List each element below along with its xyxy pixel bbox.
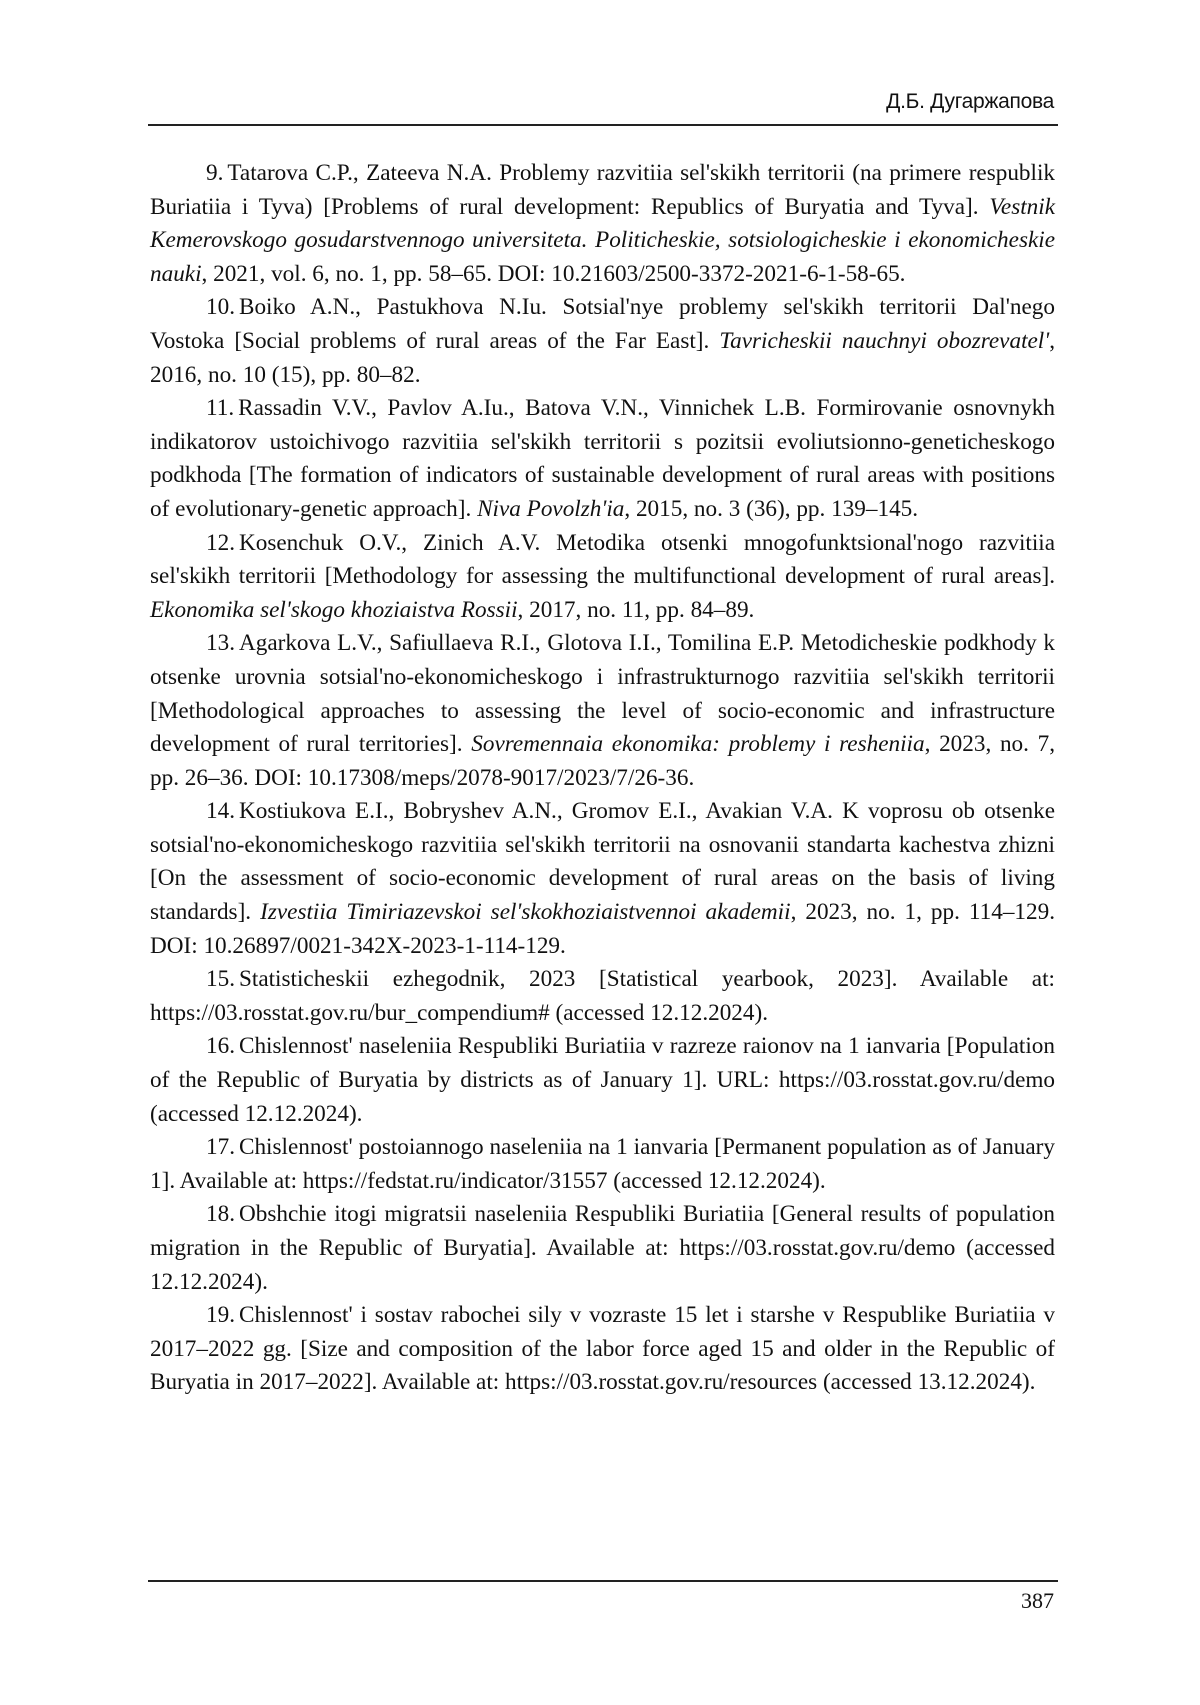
reference-item [150, 157, 1055, 291]
reference-text: Chislennost' postoiannogo naseleniia na 1 ianvaria [Permanent population as of January 1]. Available at: https://fedstat.ru/indicator/31557 (accessed 12.12.2024). [150, 1134, 1055, 1194]
reference-journal: Sovremennaia ekonomika: problemy i resheniia [471, 731, 924, 757]
reference-item [150, 291, 1055, 392]
reference-number: 11. [206, 395, 234, 421]
reference-item [150, 527, 1055, 628]
reference-number: 10. [206, 294, 235, 320]
reference-item [150, 1131, 1055, 1198]
reference-list [150, 157, 1055, 1400]
page-number: 387 [1021, 1588, 1054, 1614]
reference-item [150, 392, 1055, 526]
reference-details: , 2017, no. 11, pp. 84–89. [518, 597, 755, 623]
reference-number: 17. [206, 1134, 235, 1160]
running-header [148, 84, 1058, 126]
reference-details: , 2023, no. 7, pp. 26–36. DOI: 10.17308/meps/2078-9017/2023/7/26-36. [150, 731, 1055, 791]
reference-number: 14. [206, 798, 235, 824]
reference-text: Tatarova C.P., Zateeva N.A. Problemy razvitiia sel'skikh territorii (na primere respublik Buriatiia i Tyva) [Problems of rural development: Republics of Buryatia and Tyva]. [150, 160, 1055, 220]
reference-journal: Niva Pov­olzh'ia [477, 496, 624, 522]
reference-text: Chislennost' i sostav rabochei sily v vozraste 15 let i starshe v Respublike Buriatiia v 2017–2022 gg. [Size and composition of the labor force aged 15 and older in the Republic of Buryatia in 2017–2022]. Available at: https://03.rosstat.gov.ru/­resources (accessed 13.12.2024). [150, 1302, 1055, 1395]
reference-text: Statisticheskii ezhegodnik, 2023 [Statistical yearbook, 2023]. Available at: https://03.rosstat.gov.ru/bur_compendium# (accessed 12.12.2024). [150, 966, 1055, 1026]
reference-details: , 2015, no. 3 (36), pp. 139–145. [624, 496, 918, 522]
reference-journal: Izvestiia Timiriazevskoi sel'skokhoziaistven­noi akademii [260, 899, 790, 925]
reference-number: 13. [206, 630, 235, 656]
reference-number: 12. [206, 530, 235, 556]
reference-item [150, 1030, 1055, 1131]
reference-text: Kostiukova E.I., Bobryshev A.N., Gromov E.I., Avakian V.A. K voprosu ob otsenke sotsial'no-ekonomicheskogo razvitiia sel'skikh territorii na osnovanii standarta kachestva zhizni [On the assessment of socio-economic development of ru­ral areas on the basis of living standards]. [150, 798, 1055, 925]
reference-number: 16. [206, 1033, 235, 1059]
reference-number: 19. [206, 1302, 235, 1328]
reference-item [150, 627, 1055, 795]
reference-item [150, 1198, 1055, 1299]
reference-text: Rassadin V.V., Pavlov A.Iu., Batova V.N., Vinnichek L.B. Formirovanie osnovnykh indikatorov ustoichivogo razvitiia sel'skikh territorii s pozitsii evoli­utsionno-geneticheskogo podkhoda [The formation of indicators of sustainable devel­opment of rural areas with positions of evolutionary-genetic approach]. [150, 395, 1055, 522]
reference-item [150, 795, 1055, 963]
reference-text: Kosenchuk O.V., Zinich A.V. Metodika otsenki mnogofunktsional'nogo razvitiia sel'skikh territorii [Methodology for assessing the multifunctional develop­ment of rural areas]. [150, 530, 1055, 590]
reference-number: 15. [206, 966, 235, 992]
reference-text: Agarkova L.V., Safiullaeva R.I., Glotova I.I., Tomilina E.P. Metodicheskie podkhody k otsenke urovnia sotsial'no-ekonomicheskogo i infrastrukturnogo razvitiia sel'skikh territorii [Methodological approaches to assessing the level of socio-eco­nomic and infrastructure development of rural territories]. [150, 630, 1055, 757]
reference-text: Boiko A.N., Pastukhova N.Iu. Sotsial'nye problemy sel'skikh territorii Dal'nego Vostoka [Social problems of rural areas of the Far East]. [150, 294, 1055, 354]
reference-details: , 2021, vol. 6, no. 1, pp. 58–65. DOI: 10.21603/2500-3372-2021-6-1-58-65. [202, 261, 906, 287]
reference-journal: Vestnik Kemerovskogo gosudarstvennogo universiteta. Politicheskie, sotsiologicheskie i ekonomicheskie nauki [150, 194, 1055, 287]
footer-divider [148, 1580, 1058, 1582]
reference-details: , 2016, no. 10 (15), pp. 80–82. [150, 328, 1055, 388]
reference-journal: Ekonomika sel'skogo khoziaistva Rossii [150, 597, 518, 623]
reference-journal: Tavricheskii nauchnyi obozrevatel' [719, 328, 1049, 354]
reference-item [150, 1299, 1055, 1400]
reference-item [150, 963, 1055, 1030]
reference-number: 9. [206, 160, 223, 186]
reference-text: Chislennost' naseleniia Respubliki Buriatiia v razreze raionov na 1 ianvaria [Population of the Republic of Buryatia by districts as of January 1]. URL: https://03.rosstat.gov.ru/demo (accessed 12.12.2024). [150, 1033, 1055, 1126]
reference-text: Obshchie itogi migratsii naseleniia Respubliki Buriatiia [General results of population migration in the Republic of Buryatia]. Available at: https://03.rosstat.­gov.ru/demo (accessed 12.12.2024). [150, 1201, 1055, 1294]
reference-details: , 2023, no. 1, pp. 114–129. DOI: 10.26897/0021-342X-2023-1-114-129. [150, 899, 1055, 959]
reference-number: 18. [206, 1201, 235, 1227]
header-author: Д.Б. Дугаржапова [886, 90, 1054, 114]
